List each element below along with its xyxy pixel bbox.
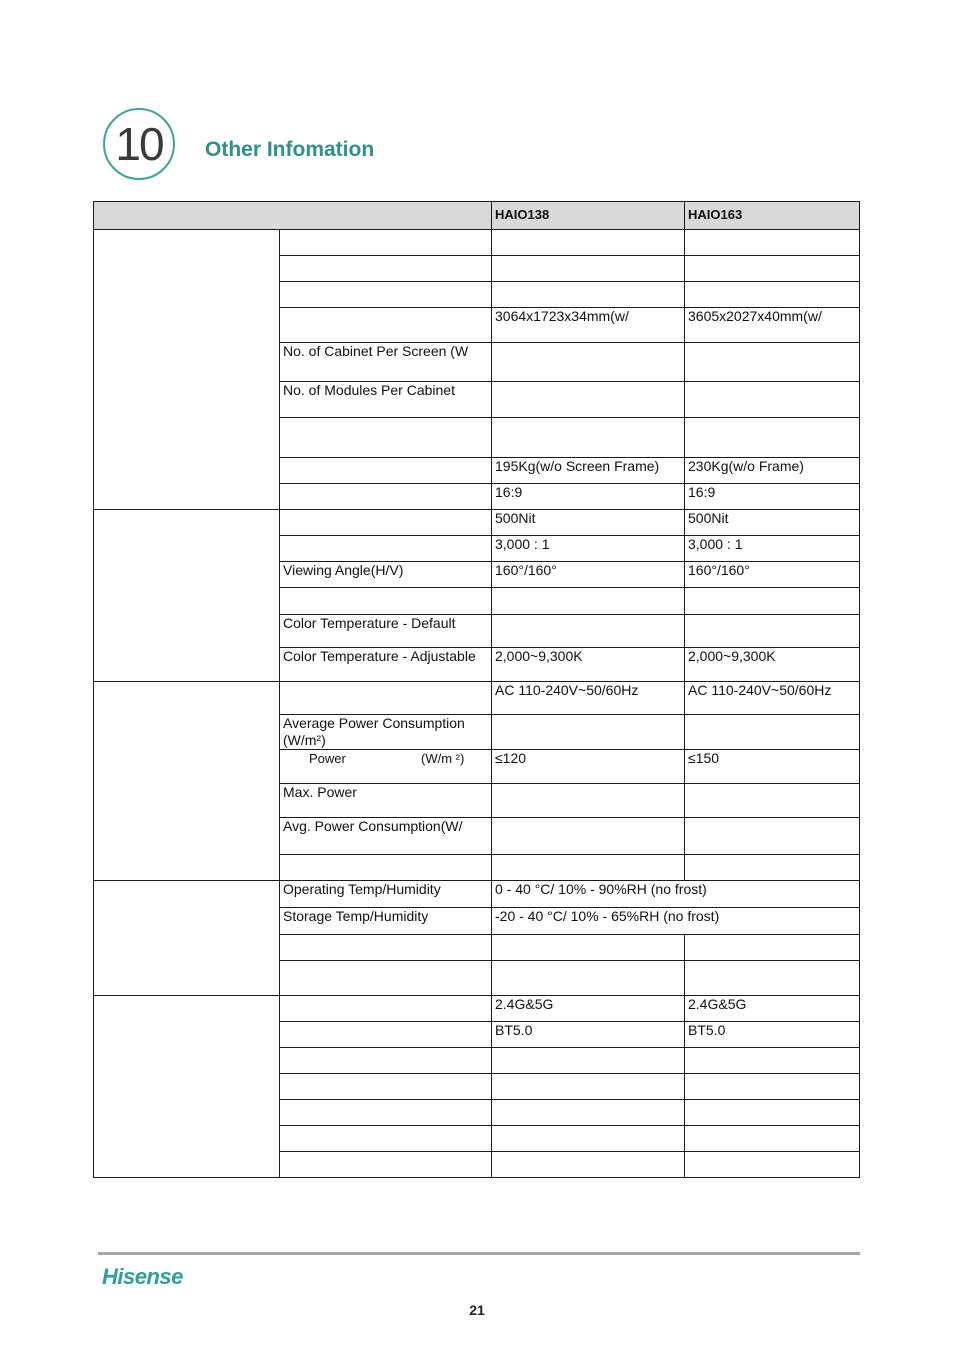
power-unit-fragment: (W/m ²) <box>421 751 465 766</box>
haio163-value-cell: AC 110-240V~50/60Hz <box>685 682 860 715</box>
spec-label-cell: Color Temperature - Adjustable <box>280 648 492 682</box>
spec-label-cell <box>280 536 492 562</box>
haio138-value-cell: 160°/160° <box>492 562 685 588</box>
spec-label-cell: Operating Temp/Humidity <box>280 881 492 908</box>
table-row <box>94 230 860 256</box>
spec-label-cell <box>280 1074 492 1100</box>
haio163-value-cell: 3,000 : 1 <box>685 536 860 562</box>
spec-label-cell <box>280 588 492 615</box>
section-title: Other Infomation <box>205 138 375 161</box>
haio138-value-cell <box>492 1100 685 1126</box>
haio163-value-cell: BT5.0 <box>685 1022 860 1048</box>
spec-label-cell <box>280 935 492 961</box>
footer-divider <box>98 1252 860 1255</box>
spec-label-cell <box>280 510 492 536</box>
spec-label-cell: Storage Temp/Humidity <box>280 908 492 935</box>
haio138-value-cell: 2,000~9,300K <box>492 648 685 682</box>
haio163-value-cell <box>685 1074 860 1100</box>
haio138-value-cell <box>492 818 685 855</box>
spec-label-cell: Max. Power <box>280 784 492 818</box>
spec-table <box>93 201 860 1178</box>
category-cell <box>94 881 280 996</box>
haio138-value-cell: AC 110-240V~50/60Hz <box>492 682 685 715</box>
spec-label-cell <box>280 230 492 256</box>
section-number: 10 <box>115 118 163 170</box>
spec-label-cell <box>280 256 492 282</box>
haio138-value-cell <box>492 256 685 282</box>
haio138-value-cell <box>492 1048 685 1074</box>
spec-label-cell <box>280 682 492 715</box>
spec-label-cell: No. of Modules Per Cabinet <box>280 382 492 418</box>
haio163-value-cell <box>685 961 860 996</box>
table-row <box>94 682 860 715</box>
category-cell <box>94 230 280 510</box>
haio163-value-cell <box>685 256 860 282</box>
haio163-value-cell <box>685 1126 860 1152</box>
table-header-row <box>94 202 860 230</box>
haio138-value-cell: 3,000 : 1 <box>492 536 685 562</box>
header-cell-haio138: HAIO138 <box>492 202 685 230</box>
haio163-value-cell: 2.4G&5G <box>685 996 860 1022</box>
haio163-value-cell <box>685 230 860 256</box>
haio163-value-cell <box>685 1152 860 1178</box>
haio163-value-cell <box>685 818 860 855</box>
haio138-value-cell: BT5.0 <box>492 1022 685 1048</box>
spec-label-cell: No. of Cabinet Per Screen (W <box>280 343 492 382</box>
haio138-value-cell <box>492 784 685 818</box>
haio163-value-cell: 160°/160° <box>685 562 860 588</box>
spec-label-cell <box>280 418 492 458</box>
haio163-value-cell: 230Kg(w/o Frame) <box>685 458 860 484</box>
haio138-value-cell <box>492 588 685 615</box>
table-row <box>94 881 860 908</box>
header-cell-haio163: HAIO163 <box>685 202 860 230</box>
header-cell-blank <box>94 202 492 230</box>
spec-label-cell: Avg. Power Consumption(W/ <box>280 818 492 855</box>
spec-label-cell <box>280 855 492 881</box>
spec-label-cell <box>280 1048 492 1074</box>
haio138-value-cell <box>492 418 685 458</box>
spec-label-cell <box>280 1152 492 1178</box>
haio163-value-cell: ≤150 <box>685 750 860 784</box>
haio138-value-cell <box>492 343 685 382</box>
spec-label-cell <box>280 996 492 1022</box>
haio138-value-cell: 195Kg(w/o Screen Frame) <box>492 458 685 484</box>
spec-label-cell: Average Power Consumption (W/m²) <box>280 715 492 750</box>
haio138-value-cell <box>492 230 685 256</box>
haio163-value-cell <box>685 1048 860 1074</box>
haio163-value-cell: 500Nit <box>685 510 860 536</box>
haio138-value-cell: 16:9 <box>492 484 685 510</box>
spec-label-cell <box>280 961 492 996</box>
spec-label-cell <box>280 1100 492 1126</box>
spec-label-cell <box>280 458 492 484</box>
category-cell <box>94 682 280 881</box>
haio138-value-cell <box>492 935 685 961</box>
haio138-value-cell <box>492 715 685 750</box>
haio138-value-cell <box>492 855 685 881</box>
haio163-value-cell <box>685 282 860 308</box>
spec-label-cell <box>280 308 492 343</box>
haio138-value-cell: 500Nit <box>492 510 685 536</box>
haio163-value-cell <box>685 1100 860 1126</box>
haio138-value-cell <box>492 1074 685 1100</box>
shared-value-cell: -20 - 40 °C/ 10% - 65%RH (no frost) <box>492 908 860 935</box>
spec-label-cell <box>280 1126 492 1152</box>
shared-value-cell: 0 - 40 °C/ 10% - 90%RH (no frost) <box>492 881 860 908</box>
table-row <box>94 510 860 536</box>
page-number: 21 <box>469 1302 485 1318</box>
spec-label-cell: Viewing Angle(H/V) <box>280 562 492 588</box>
spec-label-cell <box>280 484 492 510</box>
haio138-value-cell: 2.4G&5G <box>492 996 685 1022</box>
haio163-value-cell <box>685 784 860 818</box>
spec-label-cell <box>280 282 492 308</box>
haio163-value-cell <box>685 343 860 382</box>
power-label-fragment: Power <box>309 751 346 766</box>
table-row <box>94 996 860 1022</box>
haio138-value-cell <box>492 282 685 308</box>
haio138-value-cell: 3064x1723x34mm(w/ <box>492 308 685 343</box>
spec-label-cell <box>280 1022 492 1048</box>
section-number-badge <box>103 108 175 180</box>
haio163-value-cell <box>685 418 860 458</box>
haio138-value-cell <box>492 1126 685 1152</box>
haio138-value-cell <box>492 382 685 418</box>
category-cell <box>94 996 280 1178</box>
haio163-value-cell <box>685 615 860 648</box>
spec-label-cell <box>280 750 492 784</box>
haio138-value-cell <box>492 615 685 648</box>
haio163-value-cell <box>685 715 860 750</box>
haio138-value-cell <box>492 961 685 996</box>
haio163-value-cell <box>685 855 860 881</box>
haio163-value-cell: 3605x2027x40mm(w/ <box>685 308 860 343</box>
haio163-value-cell <box>685 935 860 961</box>
haio163-value-cell: 2,000~9,300K <box>685 648 860 682</box>
haio138-value-cell <box>492 1152 685 1178</box>
haio163-value-cell <box>685 588 860 615</box>
hisense-logo: Hisense <box>102 1264 183 1289</box>
haio163-value-cell <box>685 382 860 418</box>
category-cell <box>94 510 280 682</box>
haio138-value-cell: ≤120 <box>492 750 685 784</box>
spec-label-cell: Color Temperature - Default <box>280 615 492 648</box>
haio163-value-cell: 16:9 <box>685 484 860 510</box>
